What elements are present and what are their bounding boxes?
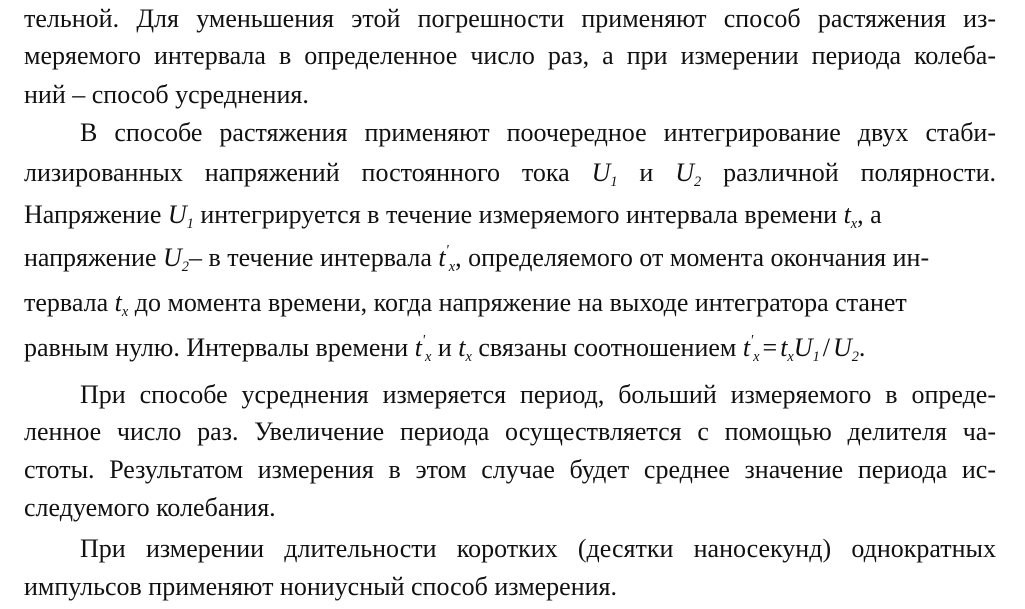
text-line: Напряжение $U_1$ интегрируется в течение измеряемого интервала времени $t_x$, а [24, 200, 882, 232]
formula-u1: $U_1$ [591, 158, 618, 190]
formula-u1: $U_1$ [167, 200, 194, 232]
text-line: ний – способ усреднения. [24, 80, 309, 109]
text-line: тельной. Для уменьшения этой погрешности применяют способ растяжения из- [24, 4, 996, 33]
formula-equation: $t'_x = t_xU_1 / U_2$. [742, 332, 866, 365]
formula-u2: $U_2$ [163, 243, 189, 275]
text-line: следуемого колебания. [24, 493, 276, 522]
text-line: стоты. Результатом измерения в этом случае будет среднее значение периода ис- [24, 455, 996, 484]
paragraph-first-line: При способе усреднения измеряется период, больший измеряемого в опреде- [80, 380, 996, 409]
text-line: меряемого интервала в определенное число раз, а при измерении периода колеба- [24, 41, 996, 70]
text-line: ленное число раз. Увеличение периода осуществляется с помощью делителя ча- [24, 417, 996, 446]
formula-tx: $t_x$ [843, 200, 858, 232]
text-line: лизированных напряжений постоянного тока $U_1$ и $U_2$ различной полярности. [24, 158, 996, 190]
formula-t-prime-x: $t'_x$ [414, 332, 432, 365]
formula-t-prime-x: $t'_x$ [438, 242, 456, 275]
formula-tx: $t_x$ [458, 333, 472, 365]
text-line: тервала $t_x$ до момента времени, когда напряжение на выходе интегратора станет [24, 288, 907, 320]
text-line: импульсов применяют нониусный способ измерения. [24, 572, 618, 601]
formula-u2: $U_2$ [675, 158, 702, 190]
formula-tx: $t_x$ [114, 288, 129, 320]
text-line: напряжение $U_2-$ в течение интервала $t'_x$, определяемого от момента окончания ин- [24, 242, 930, 275]
paragraph-first-line: В способе растяжения применяют поочередное интегрирование двух стаби- [80, 118, 996, 147]
text-line: равным нулю. Интервалы времени $t'_x$ и $t_x$ связаны соотношением $t'_x = t_xU_1 / U_2$. [24, 332, 866, 365]
paragraph-first-line: При измерении длительности коротких (десятки наносекунд) однократных [80, 534, 996, 563]
